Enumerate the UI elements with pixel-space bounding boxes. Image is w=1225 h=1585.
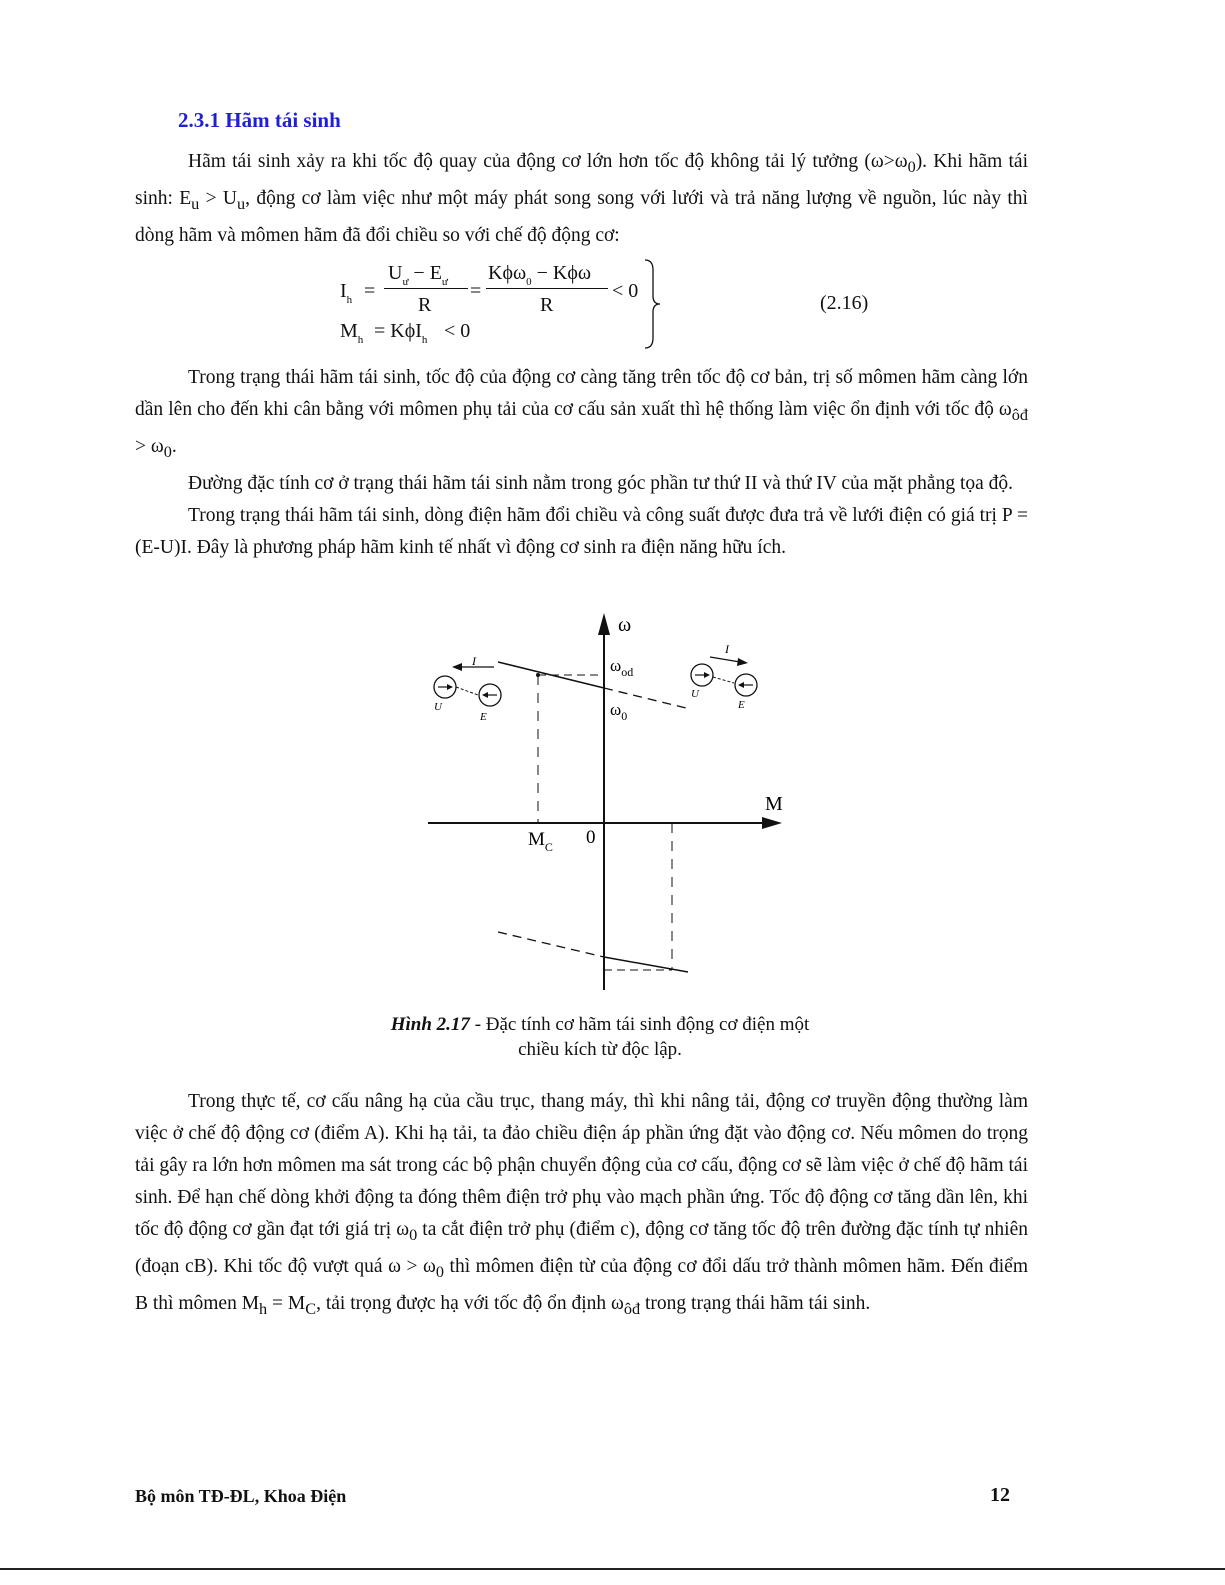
equation-2-16	[340, 258, 880, 350]
eq-equals-1: =	[364, 280, 376, 302]
right-current-label: I	[725, 642, 729, 656]
right-circuit-icon	[691, 642, 757, 711]
m-axis-label: M	[765, 793, 783, 815]
omega-0-label: $\omega_0$	[610, 700, 628, 723]
eq-brace	[642, 258, 662, 350]
eq-fraction-bar-2	[486, 288, 608, 289]
omega-axis-label: ω	[618, 614, 632, 636]
eq-num2: Kϕω$_0$ − Kϕω	[488, 262, 592, 288]
conclusion-paragraph: Trong thực tế, cơ cấu nâng hạ của cầu trục, thang máy, thì khi nâng tải, động cơ truyền động thường làm việc ở chế độ động cơ (điểm A). Khi hạ tải, ta đảo chiều điện áp phần ứng đặt vào động cơ. Nếu mômen do trọng tải gây ra lớn hơn mômen ma sát trong các bộ phận chuyển động của cơ cấu, động cơ sẽ làm việc ở chế độ hãm tái sinh. Để hạn chế dòng khởi động ta đóng thêm điện trở phụ vào mạch phần ứng. Tốc độ động cơ tăng dần lên, khi tốc độ động cơ gần đạt tới giá trị $\omega_0$ ta cắt điện trở phụ (điểm c), động cơ tăng tốc độ trên đường đặc tính tự nhiên (đoạn cB). Khi tốc độ vượt quá $\omega > \omega_0$ thì mômen điện từ của động cơ đổi dấu trở thành mômen hãm. Đến điểm B thì mômen $M_h = M_C$, tải trọng được hạ với tốc độ ổn định $\omega_{ôđ}$ trong trạng thái hãm tái sinh.	[135, 1091, 1028, 1318]
characteristic-lower-dashed	[498, 932, 604, 957]
eq-M: $M_h$	[340, 320, 364, 346]
left-e-label: E	[480, 711, 487, 723]
equation-number: (2.16)	[820, 292, 869, 314]
figure-caption: Hình 2.17 - Đặc tính cơ hãm tái sinh động cơ điện một chiều kích từ độc lập.	[390, 1014, 810, 1060]
eq-num1: $U_ư - E_ư$	[388, 262, 448, 288]
eq-less-than-2: < 0	[444, 320, 471, 342]
paragraph-4: Trong trạng thái hãm tái sinh, dòng điện hãm đổi chiều và công suất được đưa trả về lưới điện có giá trị P = (E-U)I. Đây là phương pháp hãm kinh tế nhất vì động cơ sinh ra điện năng hữu ích.	[135, 504, 1028, 558]
footer-department: Bộ môn TĐ-ĐL, Khoa Điện	[135, 1486, 347, 1506]
m-axis-arrow	[762, 817, 782, 829]
point-b	[536, 673, 540, 677]
caption-label: Hình 2.17	[390, 1014, 470, 1035]
eq-den2: R	[540, 294, 554, 316]
omega-od-label: $\omega_{od}$	[610, 656, 634, 679]
eq-less-than-1: < 0	[612, 280, 639, 302]
left-u-label: U	[434, 701, 442, 713]
body-paragraphs	[135, 362, 1028, 564]
figure-2-17	[420, 605, 800, 995]
intro-paragraph: Hãm tái sinh xảy ra khi tốc độ quay của động cơ lớn hơn tốc độ không tải lý tưởng $(\omega>\omega_0)$. Khi hãm tái sinh: $E_u > U_u$, động cơ làm việc như một máy phát song song với lưới và trả năng lượng về nguồn, lúc này thì dòng hãm và mômen hãm đã đổi chiều so với chế độ động cơ:	[135, 151, 1028, 246]
eq-M-rhs: = KϕI$_h$	[374, 320, 428, 346]
eq-den1: R	[418, 294, 432, 316]
eq-fraction-bar-1	[384, 288, 468, 289]
paragraph-3: Đường đặc tính cơ ở trạng thái hãm tái sinh nằm trong góc phần tư thứ II và thứ IV của mặt phẳng tọa độ.	[188, 472, 1014, 494]
right-e-label: E	[738, 699, 745, 711]
left-circuit-icon	[434, 654, 501, 723]
omega-axis-arrow	[598, 613, 610, 635]
section-heading: 2.3.1 Hãm tái sinh	[178, 108, 341, 132]
bottom-rule	[0, 1568, 1225, 1570]
eq-equals-2: =	[470, 280, 482, 302]
eq-I: $I_h$	[340, 280, 353, 306]
paragraph-2: Trong trạng thái hãm tái sinh, tốc độ của động cơ càng tăng trên tốc độ cơ bản, trị số mômen hãm càng lớn dần lên cho đến khi cân bằng với mômen phụ tải của cơ cấu sản xuất thì hệ thống làm việc ổn định với tốc độ $\omega_{ôđ} > \omega_0$.	[135, 367, 1028, 461]
origin-label: 0	[586, 827, 596, 848]
mc-label: $M_C$	[528, 829, 553, 854]
right-u-label: U	[691, 688, 699, 700]
left-current-label: I	[472, 654, 476, 668]
page-number: 12	[990, 1484, 1010, 1506]
